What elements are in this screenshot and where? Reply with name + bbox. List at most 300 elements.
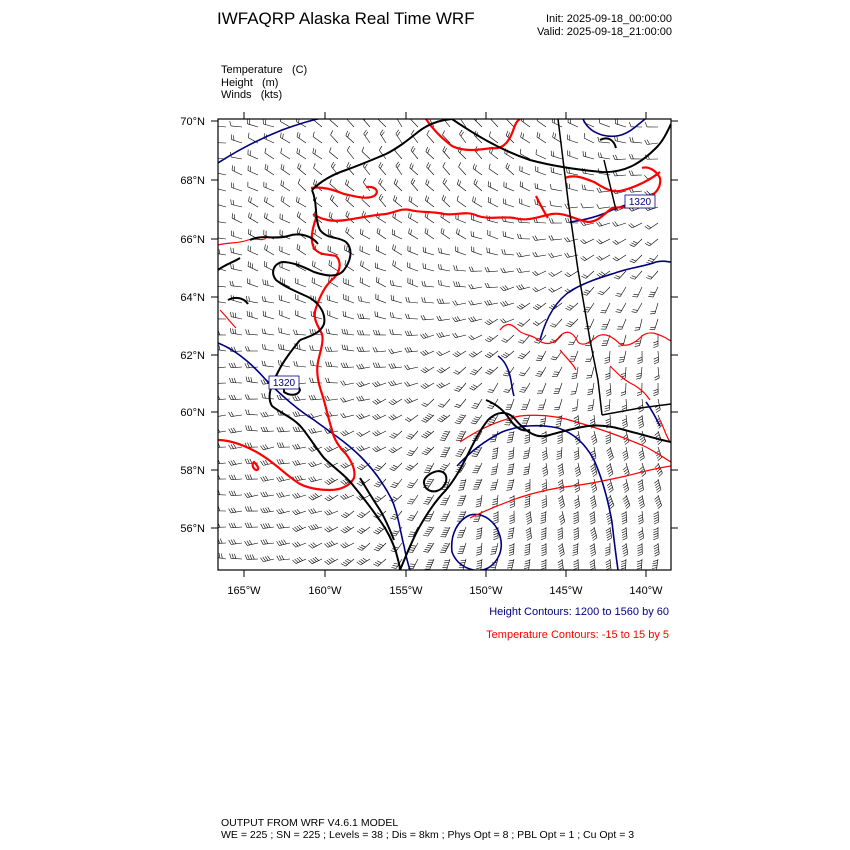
wind-barb-feather xyxy=(279,524,281,528)
wind-barb-feather xyxy=(391,416,395,419)
wind-barb-feather xyxy=(313,477,316,481)
wind-barb-feather xyxy=(293,461,296,465)
wind-barb-feather xyxy=(623,496,627,499)
wind-barb-feather xyxy=(231,264,232,269)
wind-barb-feather xyxy=(347,114,349,118)
wind-barb xyxy=(460,447,466,457)
wind-barb xyxy=(375,316,386,319)
wind-barb-feather xyxy=(214,121,215,126)
wind-barb-feather xyxy=(311,559,315,562)
wind-barb-feather xyxy=(423,315,425,320)
wind-barb xyxy=(376,431,386,436)
wind-barb-feather xyxy=(359,364,362,368)
wind-barb-feather xyxy=(590,421,594,423)
wind-barb-feather xyxy=(622,405,627,407)
wind-barb-feather xyxy=(372,448,376,451)
wind-barb-feather xyxy=(263,412,266,416)
wind-barb-feather xyxy=(604,362,609,363)
wind-barb-feather xyxy=(376,277,377,282)
wind-barb-feather xyxy=(357,531,361,534)
wind-barb-feather xyxy=(425,383,429,386)
wind-barb-feather xyxy=(409,196,410,201)
wind-barb-feather xyxy=(347,162,349,166)
wind-barb xyxy=(481,495,482,506)
wind-barb-feather xyxy=(456,456,461,457)
wind-barb-feather xyxy=(493,451,498,452)
wind-barb-feather xyxy=(363,262,364,267)
wind-barb-feather xyxy=(517,306,521,309)
wind-barb-feather xyxy=(638,362,643,364)
wind-barb-feather xyxy=(574,517,579,519)
wind-barb xyxy=(427,167,434,175)
wind-barb-feather xyxy=(427,466,432,467)
wind-barb-feather xyxy=(437,316,439,320)
wind-barb-feather xyxy=(364,130,367,134)
wind-barb-feather xyxy=(411,545,416,546)
wind-barb xyxy=(231,495,242,496)
wind-barb-feather xyxy=(540,423,545,424)
wind-barb-feather xyxy=(560,503,564,506)
wind-barb xyxy=(585,255,594,261)
wind-barb-feather xyxy=(654,360,659,362)
wind-barb-feather xyxy=(509,432,514,433)
wind-barb-feather xyxy=(377,496,381,499)
wind-barb-feather xyxy=(551,235,553,239)
wind-barb-feather xyxy=(233,508,236,512)
wind-barb-feather xyxy=(427,181,429,186)
wind-barb-feather xyxy=(521,284,524,288)
wind-barb-feather xyxy=(233,200,234,205)
wind-barb xyxy=(599,207,610,208)
wind-barb-feather xyxy=(428,543,433,544)
wind-barb-feather xyxy=(617,293,622,294)
wind-barb-feather xyxy=(538,356,543,357)
wind-barb-feather xyxy=(279,477,282,481)
wind-barb-feather xyxy=(507,538,512,539)
wind-barb-feather xyxy=(395,197,397,202)
wind-barb-feather xyxy=(248,346,250,351)
wind-barb-feather xyxy=(373,532,377,534)
wind-barb-feather xyxy=(560,490,564,493)
wind-barb-feather xyxy=(618,346,623,347)
wind-barb-feather xyxy=(279,459,281,463)
wind-barb-feather xyxy=(392,484,397,485)
wind-barb-feather xyxy=(423,551,428,552)
wind-barb-feather xyxy=(535,306,539,309)
wind-barb-feather xyxy=(508,471,513,472)
wind-barb xyxy=(413,559,418,569)
wind-barb-feather xyxy=(549,289,553,292)
wind-barb-feather xyxy=(325,481,329,484)
wind-barb-feather xyxy=(390,329,391,334)
wind-barb-feather xyxy=(360,261,361,266)
wind-barb-feather xyxy=(622,515,627,517)
wind-barb-feather xyxy=(293,445,296,449)
wind-barb xyxy=(626,527,627,538)
wind-barb-feather xyxy=(279,328,280,333)
wind-barb xyxy=(425,367,434,373)
wind-barb-feather xyxy=(409,398,412,402)
alaska-canada-border xyxy=(558,119,602,415)
wind-barb-feather xyxy=(344,329,345,334)
wind-barb-feather xyxy=(535,376,540,377)
wind-barb-feather xyxy=(292,560,296,564)
wind-barb-feather xyxy=(263,540,265,544)
wind-barb xyxy=(492,383,498,393)
height-contours-note: Height Contours: 1200 to 1560 by 60 xyxy=(489,606,669,618)
coastline-norton-sound xyxy=(270,340,400,570)
wind-barb-feather xyxy=(505,389,510,390)
wind-barb-feather xyxy=(229,540,231,544)
wind-barb-feather xyxy=(327,528,331,531)
wind-barb-feather xyxy=(408,485,413,486)
wind-barb-feather xyxy=(622,451,626,454)
wind-barb-feather xyxy=(506,115,508,120)
wind-barb-feather xyxy=(522,387,527,388)
wind-barb-feather xyxy=(342,345,343,350)
wind-barb-feather xyxy=(312,261,313,266)
wind-barb-feather xyxy=(295,494,298,498)
wind-barb-feather xyxy=(377,529,381,531)
wind-barb-feather xyxy=(296,330,298,335)
wind-barb-feather xyxy=(605,378,610,380)
wind-barb-feather xyxy=(573,515,578,517)
wind-barb-feather xyxy=(313,428,316,432)
wind-barb-feather xyxy=(214,233,215,238)
wind-barb-feather xyxy=(624,501,628,504)
wind-barb-feather xyxy=(357,483,361,486)
wind-barb-feather xyxy=(439,333,442,337)
wind-barb-feather xyxy=(622,517,627,519)
wind-barb-feather xyxy=(540,522,545,523)
wind-barb-feather xyxy=(653,538,658,540)
wind-barb-feather xyxy=(598,293,603,295)
wind-barb-feather xyxy=(476,554,481,555)
wind-barb xyxy=(526,399,530,409)
wind-barb-feather xyxy=(393,281,394,286)
wind-barb-feather xyxy=(584,185,585,190)
wind-barb-feather xyxy=(632,312,637,313)
wind-barb-feather xyxy=(341,381,344,385)
wind-barb-feather xyxy=(265,297,266,302)
wind-barb-feather xyxy=(608,471,612,474)
wind-barb-feather xyxy=(475,165,476,170)
wind-barb-feather xyxy=(299,149,300,154)
wind-barb-feather xyxy=(624,554,628,557)
wind-barb xyxy=(410,463,418,470)
wind-barb xyxy=(542,383,546,393)
wind-barb-feather xyxy=(471,386,475,388)
wind-barb-feather xyxy=(637,547,642,549)
wind-barb-feather xyxy=(216,314,218,319)
wind-barb-feather xyxy=(234,363,236,368)
wind-barb xyxy=(231,367,242,368)
wind-barb-feather xyxy=(658,457,662,460)
wind-barb xyxy=(296,202,306,207)
wind-barb-feather xyxy=(229,523,231,528)
wind-barb-feather xyxy=(560,519,564,522)
wind-barb-feather xyxy=(265,164,266,169)
wind-barb xyxy=(360,234,370,239)
wind-barb-feather xyxy=(231,461,234,465)
wind-barb-feather xyxy=(505,301,508,305)
wind-barb xyxy=(620,287,626,296)
wind-barb-feather xyxy=(346,363,348,368)
wind-barb xyxy=(264,202,274,207)
wind-barb xyxy=(395,151,402,159)
wind-barb-feather xyxy=(623,483,627,486)
wind-barb xyxy=(345,511,354,518)
wind-barb-feather xyxy=(575,469,579,472)
wind-barb-feather xyxy=(592,535,596,538)
wind-barb-feather xyxy=(541,536,546,538)
wind-barb-feather xyxy=(427,431,431,433)
wind-barb xyxy=(423,252,434,255)
wind-barb-feather xyxy=(623,485,627,488)
wind-barb-feather xyxy=(409,228,410,233)
wind-barb-feather xyxy=(625,503,629,506)
wind-barb-feather xyxy=(591,501,595,504)
wind-barb-feather xyxy=(623,455,627,458)
wind-barb-feather xyxy=(472,267,474,272)
wind-barb-feather xyxy=(347,329,348,334)
wind-barb-feather xyxy=(541,512,546,513)
wind-barb xyxy=(247,381,258,383)
wind-barb-feather xyxy=(232,281,233,286)
wind-barb xyxy=(281,201,290,207)
wind-barb-feather xyxy=(592,533,596,536)
wind-barb-feather xyxy=(637,544,642,546)
wind-barb-feather xyxy=(551,288,555,291)
wind-barb xyxy=(248,170,258,175)
wind-barb-feather xyxy=(524,469,529,470)
wind-barb xyxy=(578,447,579,458)
wind-barb-feather xyxy=(519,391,524,392)
wind-barb-feather xyxy=(606,563,610,565)
wind-barb-feather xyxy=(576,442,580,445)
wind-barb xyxy=(297,153,306,159)
wind-barb xyxy=(474,119,482,127)
wind-barb xyxy=(394,183,402,191)
lat-label: 58°N xyxy=(180,465,205,477)
wind-barb-feather xyxy=(622,547,626,550)
wind-barb xyxy=(513,447,514,458)
wind-barb-feather xyxy=(590,512,594,514)
wind-barb-feather xyxy=(232,554,233,559)
wind-barb-feather xyxy=(508,485,513,486)
wind-barb-feather xyxy=(642,441,646,444)
wind-barb xyxy=(655,319,658,329)
wind-barb xyxy=(430,559,434,569)
wind-barb-feather xyxy=(283,197,284,202)
wind-barb-feather xyxy=(584,133,585,138)
wind-barb-feather xyxy=(440,552,445,553)
wind-barb-feather xyxy=(645,140,647,144)
wind-barb xyxy=(487,220,498,223)
wind-barb-feather xyxy=(396,130,399,134)
wind-barb-feather xyxy=(599,188,601,192)
wind-barb-feather xyxy=(527,519,531,521)
wind-barb-feather xyxy=(315,149,316,154)
wind-barb-feather xyxy=(581,203,583,208)
wind-barb-feather xyxy=(326,362,328,367)
wind-barb-feather xyxy=(493,448,498,449)
wind-barb-feather xyxy=(559,474,563,476)
wind-barb-feather xyxy=(245,395,247,400)
wind-barb-feather xyxy=(647,242,651,245)
wind-barb-feather xyxy=(411,130,414,134)
wind-barb-feather xyxy=(472,421,477,422)
wind-barb-feather xyxy=(558,480,562,483)
wind-barb-feather xyxy=(357,548,361,550)
wind-barb-feather xyxy=(580,240,584,243)
wind-barb-feather xyxy=(264,261,265,266)
wind-barb-feather xyxy=(410,532,415,533)
wind-barb-feather xyxy=(345,512,349,515)
wind-barb-feather xyxy=(475,198,476,203)
wind-barb-feather xyxy=(607,483,611,486)
wind-barb-feather xyxy=(474,403,479,404)
wind-barb xyxy=(311,382,322,383)
wind-barb-feather xyxy=(413,148,415,152)
wind-barb-feather xyxy=(615,257,619,260)
wind-barb-feather xyxy=(329,147,331,152)
wind-barb-feather xyxy=(407,348,409,352)
wind-barb xyxy=(583,173,594,175)
wind-barb-feather xyxy=(492,549,497,550)
wind-barb-feather xyxy=(598,137,599,142)
wind-barb-feather xyxy=(312,378,314,383)
wind-barb-feather xyxy=(246,377,247,382)
wind-barb xyxy=(555,335,562,343)
wind-barb-feather xyxy=(261,509,264,513)
wind-barb-feather xyxy=(655,496,659,499)
wind-barb-feather xyxy=(443,464,448,465)
variable-unit: (m) xyxy=(261,76,279,89)
wind-barb-feather xyxy=(263,279,264,284)
wind-barb xyxy=(361,511,370,518)
wind-barb-feather xyxy=(509,552,514,554)
wind-barb xyxy=(297,216,306,223)
wind-barb xyxy=(231,157,242,159)
wind-barb-feather xyxy=(441,550,446,551)
wind-barb-feather xyxy=(279,541,282,545)
wind-barb-feather xyxy=(606,565,610,567)
wind-barb-feather xyxy=(575,503,579,505)
wind-barb-feather xyxy=(343,514,347,517)
wind-barb-feather xyxy=(309,545,313,548)
wind-barb-feather xyxy=(654,549,658,551)
wind-barb-feather xyxy=(315,557,319,560)
wind-barb xyxy=(602,287,610,295)
wind-barb xyxy=(231,479,242,480)
wind-barb-feather xyxy=(524,568,529,569)
wind-barb-feather xyxy=(230,328,231,333)
wind-barb-feather xyxy=(444,196,446,201)
wind-barb-feather xyxy=(635,346,640,347)
wind-barb-feather xyxy=(277,427,279,432)
wind-barb-feather xyxy=(605,547,610,549)
wind-barb-feather xyxy=(281,509,284,513)
wind-barb-feather xyxy=(489,406,494,407)
wind-barb xyxy=(408,283,418,287)
wind-barb-feather xyxy=(489,352,493,355)
wind-barb xyxy=(377,233,386,239)
wind-barb-feather xyxy=(373,564,377,566)
wind-barb-feather xyxy=(525,560,530,561)
wind-barb-feather xyxy=(510,520,515,522)
wind-barb-feather xyxy=(312,329,313,334)
wind-barb-feather xyxy=(423,451,428,453)
wind-barb-feather xyxy=(597,188,599,192)
wind-barb-feather xyxy=(487,408,492,409)
wind-barb-feather xyxy=(300,475,303,479)
wind-barb-feather xyxy=(421,436,425,438)
lon-label: 150°W xyxy=(469,585,503,597)
wind-barb-feather xyxy=(625,490,629,493)
wind-barb xyxy=(346,200,354,207)
wind-barb xyxy=(411,183,418,191)
wind-barb-feather xyxy=(647,225,651,228)
wind-barb xyxy=(248,187,258,191)
wind-barb-feather xyxy=(443,178,445,182)
wind-barb-feather xyxy=(568,218,570,223)
wind-barb-feather xyxy=(457,316,460,320)
wind-barb-feather xyxy=(216,281,217,286)
wind-barb xyxy=(425,233,434,239)
wind-barb-feather xyxy=(263,492,266,496)
wind-barb-feather xyxy=(363,558,367,561)
wind-barb xyxy=(343,349,354,351)
wind-barb-feather xyxy=(292,528,296,532)
wind-barb-feather xyxy=(616,312,621,313)
wind-barb-feather xyxy=(281,344,282,349)
wind-barb xyxy=(528,447,530,458)
wind-barb-feather xyxy=(471,284,474,288)
wind-barb-feather xyxy=(554,372,559,373)
wind-barb-feather xyxy=(503,319,506,323)
wind-barb-feather xyxy=(524,453,529,454)
wind-barb-feather xyxy=(295,444,298,448)
wind-barb-feather xyxy=(313,132,314,137)
wind-barb xyxy=(408,267,418,271)
wind-barb-feather xyxy=(453,372,457,374)
wind-barb-feather xyxy=(407,382,410,386)
wind-barb-feather xyxy=(653,392,658,394)
wind-barb-feather xyxy=(647,191,650,195)
wind-barb-feather xyxy=(267,198,268,203)
wind-barb xyxy=(347,150,354,159)
wind-barb-feather xyxy=(357,515,361,518)
wind-barb-feather xyxy=(229,363,231,368)
wind-barb xyxy=(487,252,498,255)
wind-barb xyxy=(655,303,658,314)
wind-barb-feather xyxy=(440,440,445,441)
wind-barb xyxy=(215,415,226,417)
wind-barb-feather xyxy=(606,389,610,391)
wind-barb xyxy=(651,271,658,279)
wind-barb-feather xyxy=(347,181,349,186)
wind-barb-feather xyxy=(441,416,445,418)
wind-barb-feather xyxy=(542,442,547,444)
wind-barb-feather xyxy=(639,410,643,412)
wind-barb-feather xyxy=(281,164,282,169)
wind-barb-feather xyxy=(485,355,489,358)
wind-barb-feather xyxy=(648,276,653,278)
wind-barb-feather xyxy=(638,480,642,482)
wind-barb-feather xyxy=(251,198,252,203)
wind-barb-feather xyxy=(377,414,381,418)
